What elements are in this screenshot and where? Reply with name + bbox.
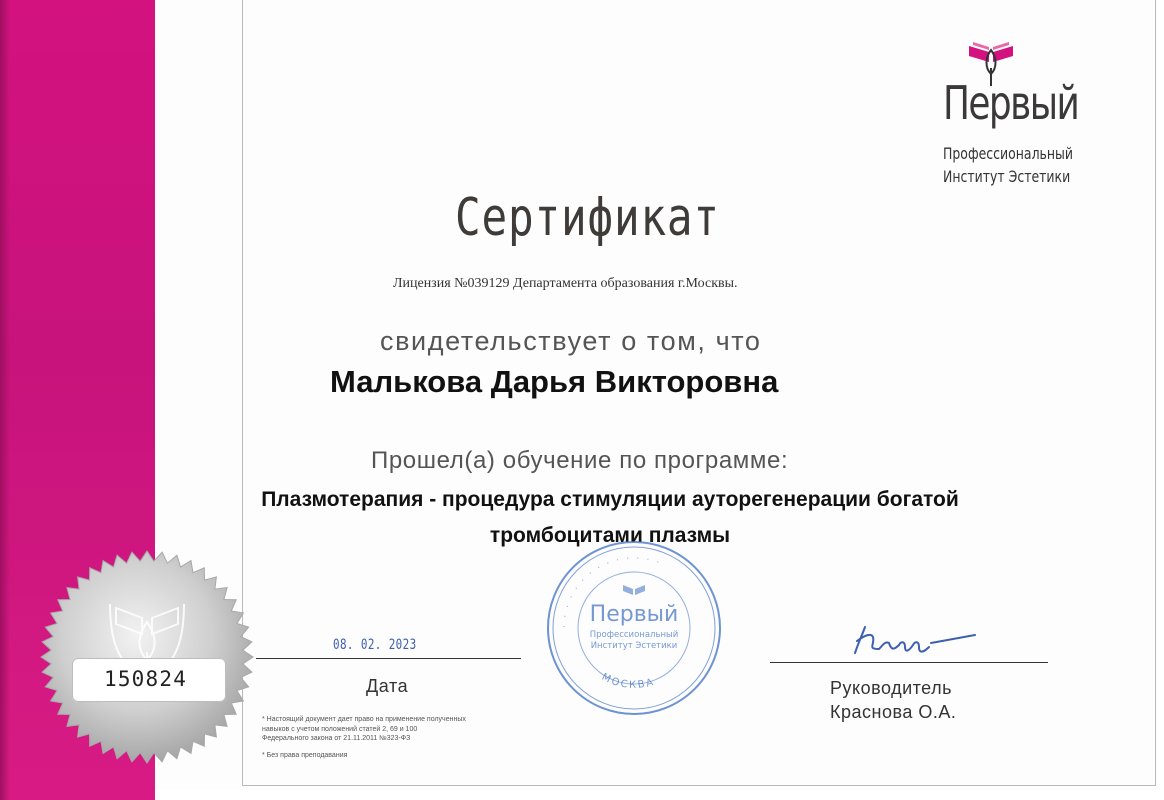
- footnote-line3: Федерального закона от 21.11.2011 №323-ФЗ: [262, 735, 411, 742]
- serial-number: 150824: [104, 667, 188, 691]
- signatory-name: Краснова О.А.: [830, 702, 957, 722]
- footnote-line1: * Настоящий документ дает право на применение полученных: [262, 716, 466, 723]
- holder-name: Малькова Дарья Викторовна: [330, 364, 779, 399]
- program-title-line2: тромбоцитами плазмы: [489, 524, 731, 547]
- date-line: [256, 658, 521, 659]
- svg-text:· · · · · · · · · · · · · ·: · · · · · · · · · · · · · ·: [559, 553, 663, 629]
- logo-title: Первый: [943, 76, 1079, 130]
- license-text: Лицензия №039129 Департамента образования г.Москвы.: [393, 276, 738, 291]
- silver-seal: [38, 548, 256, 766]
- logo-subtitle-line1: Профессиональный: [943, 144, 1074, 163]
- stamp-city: МОСКВА: [599, 671, 657, 691]
- handwritten-signature: [845, 615, 985, 665]
- logo-subtitle-line2: Институт Эстетики: [943, 167, 1071, 186]
- program-title-line1: Плазмотерапия - процедура стимуляции ауторегенерации богатой: [261, 488, 959, 511]
- institute-stamp: [543, 537, 725, 719]
- signature-line: [770, 662, 1048, 663]
- passed-text: Прошел(а) обучение по программе:: [371, 447, 789, 474]
- no-teaching-note: * Без права преподавания: [262, 752, 348, 759]
- certificate-title: Сертификат: [455, 188, 720, 248]
- signatory-role: Руководитель: [830, 678, 952, 698]
- svg-text:МОСКВА: [600, 672, 656, 691]
- logo-subtitle: [943, 142, 1083, 188]
- legal-footnote: [262, 715, 542, 744]
- footnote-line2: навыков с учетом положений статей 2, 69 и 100: [262, 725, 418, 733]
- band-shadow: [0, 0, 10, 800]
- stamp-brand: Первый: [589, 602, 679, 627]
- certifies-text: свидетельствует о том, что: [380, 326, 762, 356]
- issue-date-value: 08. 02. 2023: [333, 637, 417, 653]
- date-label: Дата: [366, 676, 409, 696]
- stamp-line2: Институт Эстетики: [590, 641, 678, 651]
- stamp-line1: Профессиональный: [589, 630, 679, 640]
